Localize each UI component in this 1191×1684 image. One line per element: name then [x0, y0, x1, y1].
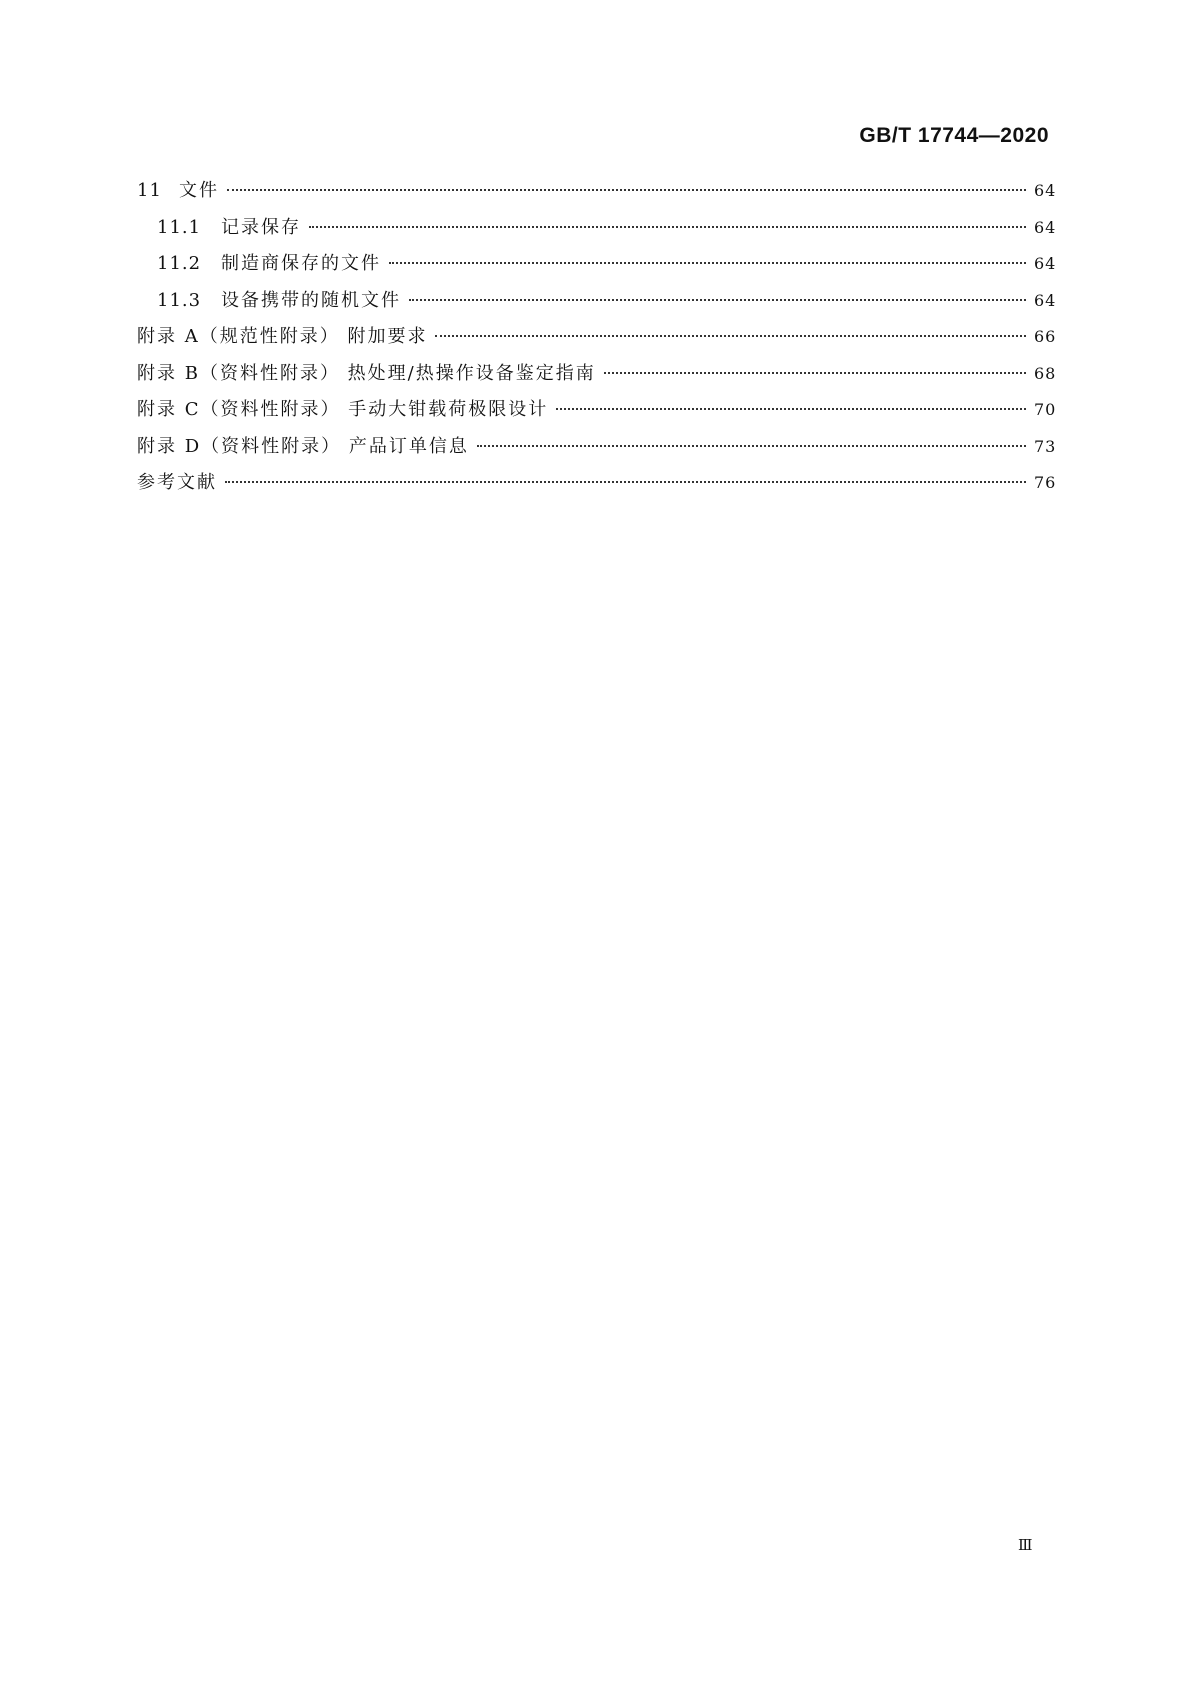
page-number: Ⅲ	[1018, 1536, 1033, 1554]
toc-entry-11-2[interactable]	[137, 249, 1056, 286]
toc-entry-appendix-b[interactable]	[137, 359, 1056, 396]
dot-leader	[477, 445, 1026, 447]
dot-leader	[225, 481, 1026, 483]
toc-entry-page: 68	[1034, 363, 1057, 383]
toc-entry-page: 64	[1034, 181, 1057, 200]
toc-entry-references[interactable]	[137, 468, 1056, 505]
toc-entry-number: 11.2	[157, 253, 202, 274]
dot-leader	[389, 262, 1026, 264]
toc-entry-title: 附录 D（资料性附录） 产品订单信息	[137, 435, 469, 457]
dot-leader	[435, 335, 1026, 337]
toc-entry-number: 11	[137, 180, 162, 201]
toc-entry-page: 64	[1034, 254, 1057, 273]
dot-leader	[604, 372, 1026, 374]
toc-entry-title: 附录 A（规范性附录） 附加要求	[137, 326, 428, 347]
toc-entry-title: 附录 B（资料性附录） 热处理/热操作设备鉴定指南	[137, 362, 596, 384]
toc-entry-number: 11.3	[157, 289, 202, 311]
toc-entry-title: 附录 C（资料性附录） 手动大钳载荷极限设计	[137, 399, 549, 420]
toc-entry-title: 记录保存	[221, 216, 301, 238]
toc-entry-appendix-a[interactable]	[137, 322, 1056, 359]
standard-code-header: GB/T 17744—2020	[859, 124, 1049, 147]
dot-leader	[409, 299, 1026, 301]
toc-entry-11-1[interactable]	[137, 213, 1056, 250]
toc-entry-page: 70	[1034, 400, 1057, 419]
toc-entry-appendix-d[interactable]	[137, 432, 1056, 469]
toc-entry-page: 73	[1034, 436, 1057, 456]
toc-entry-title: 参考文献	[137, 472, 217, 493]
dot-leader	[309, 226, 1026, 228]
table-of-contents	[137, 176, 1056, 505]
toc-entry-title: 文件	[179, 180, 219, 201]
dot-leader	[556, 408, 1026, 410]
toc-entry-page: 64	[1034, 290, 1057, 310]
toc-entry-appendix-c[interactable]	[137, 395, 1056, 432]
toc-entry-page: 66	[1034, 327, 1057, 346]
toc-entry-title: 制造商保存的文件	[221, 253, 381, 274]
toc-entry-page: 64	[1034, 217, 1057, 237]
toc-entry-11-3[interactable]	[137, 286, 1056, 323]
toc-entry-page: 76	[1034, 473, 1057, 492]
toc-entry-number: 11.1	[157, 216, 202, 238]
toc-entry-11[interactable]	[137, 176, 1056, 213]
toc-entry-title: 设备携带的随机文件	[221, 289, 401, 311]
dot-leader	[227, 189, 1026, 191]
